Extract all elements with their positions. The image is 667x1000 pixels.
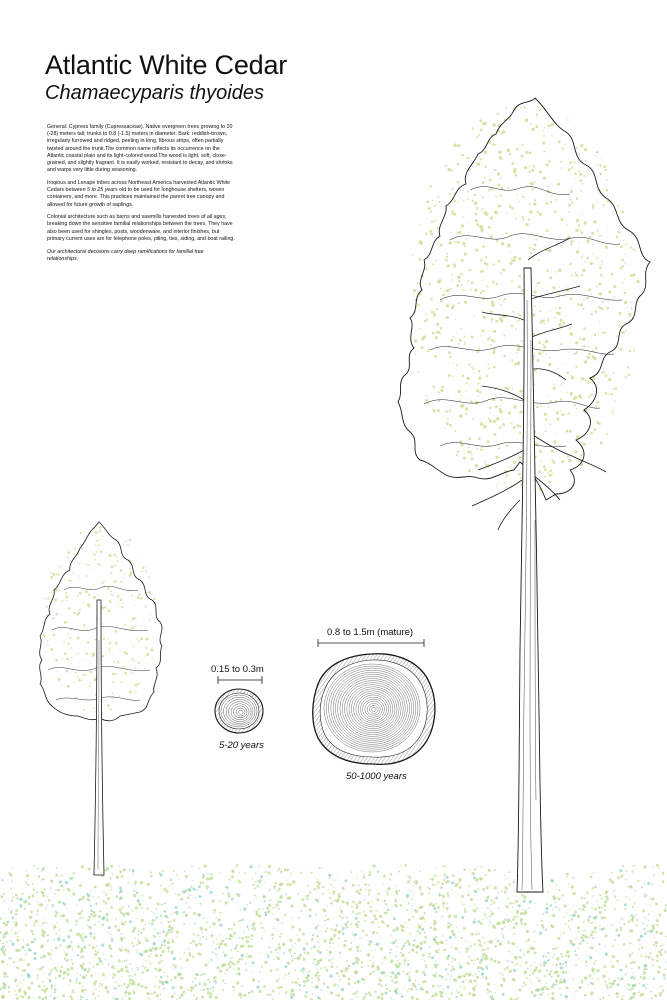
text-span-emphasis: of all ages [200,214,226,221]
text-span: Iroqious and Lenape tribes across Northeast America harvested Atlantic White Cedars between [47,179,231,194]
young-tree-ring-section [215,676,263,733]
mature-tree-ring-section [313,639,435,764]
small-ring-diameter-label: 0.15 to 0.3m [211,664,264,675]
description-colonial-harvest [47,214,235,243]
mature-tree-trunk [517,268,543,892]
text-span: , breaking down the sensitive familial relationships between the trees. They have also been used for shingles, posts, woodenware, and interior finishes, but primary current uses are for telephone poles, piling, ties, siding, and boat railing. [47,214,235,242]
text-span: Colonial architecture such as barns and sawmills harvested trees [47,214,201,221]
description-indigenous-harvest [47,180,235,209]
large-ring-diameter-label: 0.8 to 1.5m (mature) [327,627,414,638]
mature-tree-inner-contours [424,187,622,447]
young-tree-illustration [40,522,162,875]
mature-tree-illustration [398,98,650,892]
description-general: General: Cypress family (Cupressaceae). Native evergreen trees growing to 20 (-28) meters tall; trunks to 0.8 (-1.5) meters in diameter. Bark: reddish-brown, irregularly furrowed and ridged, peeling in long, fibrous strips, often partially twisted around the trunk.The common name reflects its occurrence on the Atlantic coastal plain and its light-colored wood.The wood is light, soft, close-grained, and slightly fragrant. It is easily worked, resistant to decay, and shrinks and warps very little during seasoning. [47,124,233,174]
text-span: old to be used for longhouse shelters, woven containers, and more. This practices maintained the parent tree canopy and allowed for future growth of saplings. [47,187,225,208]
description-closing-statement: Our architectural decisions carry deep ramifications for familial tree relationships. [47,248,204,262]
mature-tree-branches [472,238,606,530]
small-ring-age-label: 5-20 years [219,740,264,751]
text-span-emphasis: 5 to 25 years [87,187,118,194]
large-ring-age-label: 50-1000 years [346,771,407,782]
description-text-block [47,124,235,268]
species-scientific-name: Chamaecyparis thyoides [45,82,264,104]
poster-title: Atlantic White Cedar [45,50,288,80]
ground-meadow [0,864,667,1000]
